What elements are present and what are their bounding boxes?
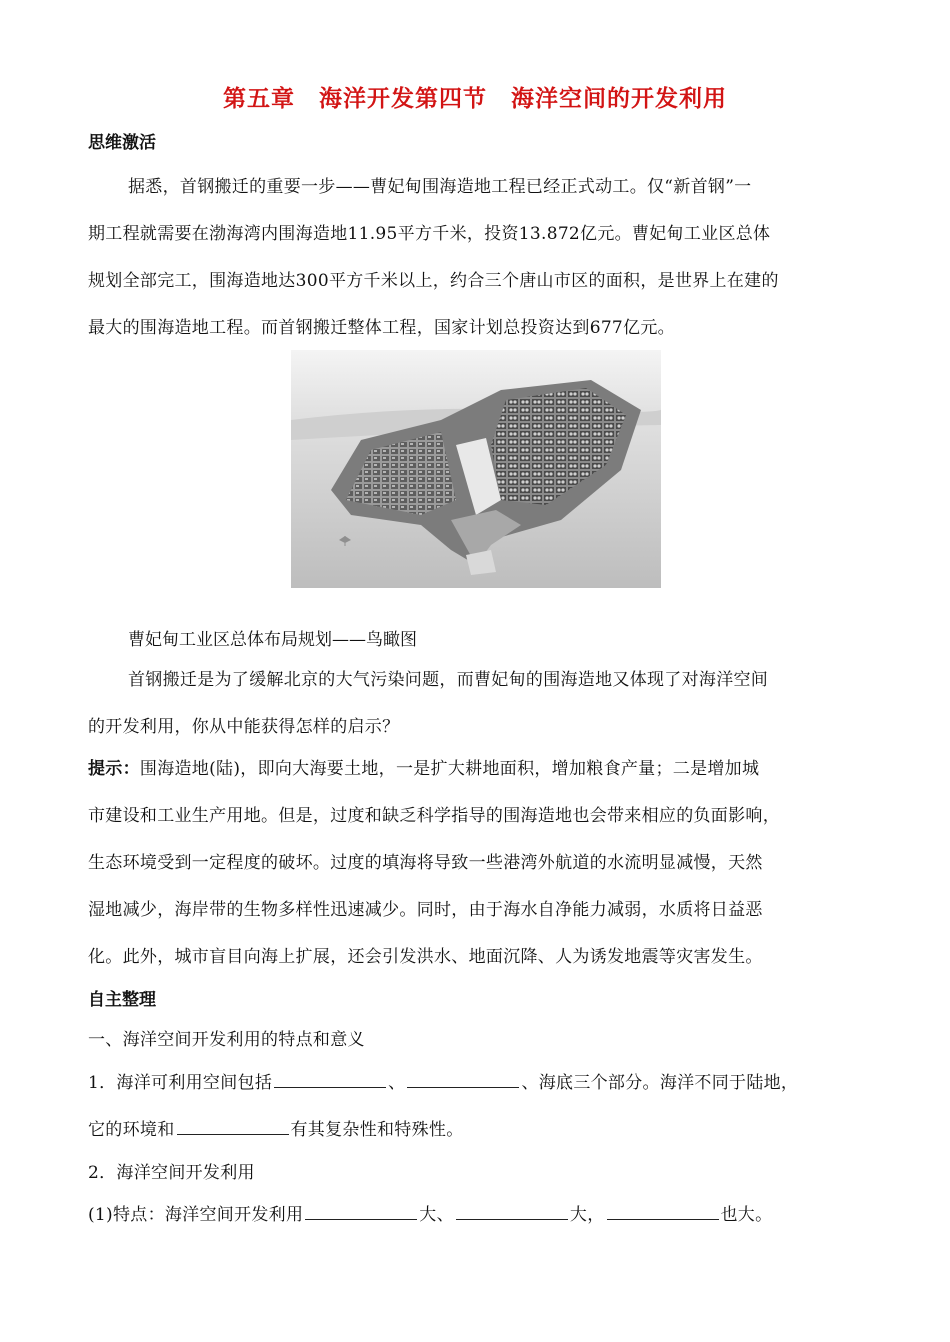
fill-in-item-1-cont xyxy=(88,1115,868,1140)
hint-line: 市建设和工业生产用地。但是，过度和缺乏科学指导的围海造地也会带来相应的负面影响， xyxy=(88,806,780,826)
item-text: 、 xyxy=(388,1073,406,1093)
item-2-title: 2．海洋空间开发利用 xyxy=(88,1163,255,1183)
aerial-map-image xyxy=(291,350,661,588)
paragraph-line: 最大的围海造地工程。而首钢搬迁整体工程，国家计划总投资达到677亿元。 xyxy=(88,318,675,338)
hint-line xyxy=(88,754,868,779)
fill-in-item-1 xyxy=(88,1068,868,1093)
paragraph-line: 期工程就需要在渤海湾内围海造地11.95平方千米，投资13.872亿元。曹妃甸工业区总体 xyxy=(88,224,771,244)
fill-in-item-2 xyxy=(88,1200,868,1225)
section-heading-thinking: 思维激活 xyxy=(88,133,156,153)
item-text: 大、 xyxy=(419,1205,454,1225)
hint-line: 生态环境受到一定程度的破坏。过度的填海将导致一些港湾外航道的水流明显减慢，天然 xyxy=(88,853,763,873)
page-title: 第五章 海洋开发第四节 海洋空间的开发利用 xyxy=(223,86,727,112)
blank-field xyxy=(607,1205,719,1220)
item-text: 、海底三个部分。海洋不同于陆地， xyxy=(521,1073,799,1093)
hint-line: 湿地减少，海岸带的生物多样性迅速减少。同时，由于海水自净能力减弱，水质将日益恶 xyxy=(88,900,763,920)
section-heading-self-study: 自主整理 xyxy=(88,990,156,1010)
question-line: 首钢搬迁是为了缓解北京的大气污染问题，而曹妃甸的围海造地又体现了对海洋空间 xyxy=(128,670,769,690)
item-text: 有其复杂性和特殊性。 xyxy=(290,1120,464,1140)
hint-text: 围海造地(陆)，即向大海要土地，一是扩大耕地面积，增加粮食产量；二是增加城 xyxy=(139,759,760,779)
blank-field xyxy=(177,1120,289,1135)
item-text: (1)特点：海洋空间开发利用 xyxy=(88,1205,304,1225)
paragraph-line: 据悉，首钢搬迁的重要一步——曹妃甸围海造地工程已经正式动工。仅“新首钢”一 xyxy=(128,177,752,197)
paragraph-line: 规划全部完工，围海造地达300平方千米以上，约合三个唐山市区的面积，是世界上在建的 xyxy=(88,271,779,291)
item-text: 1．海洋可利用空间包括 xyxy=(88,1073,273,1093)
hint-line: 化。此外，城市盲目向海上扩展，还会引发洪水、地面沉降、人为诱发地震等灾害发生。 xyxy=(88,947,763,967)
hint-label: 提示： xyxy=(88,759,140,779)
figure-caption: 曹妃甸工业区总体布局规划——鸟瞰图 xyxy=(128,630,417,650)
question-line: 的开发利用，你从中能获得怎样的启示？ xyxy=(88,717,400,737)
blank-field xyxy=(407,1073,519,1088)
blank-field xyxy=(305,1205,417,1220)
item-text: 大， xyxy=(569,1205,605,1225)
blank-field xyxy=(274,1073,386,1088)
blank-field xyxy=(456,1205,568,1220)
item-text: 它的环境和 xyxy=(88,1120,175,1140)
item-text: 也大。 xyxy=(720,1205,773,1225)
subheading: 一、海洋空间开发利用的特点和意义 xyxy=(88,1030,365,1050)
